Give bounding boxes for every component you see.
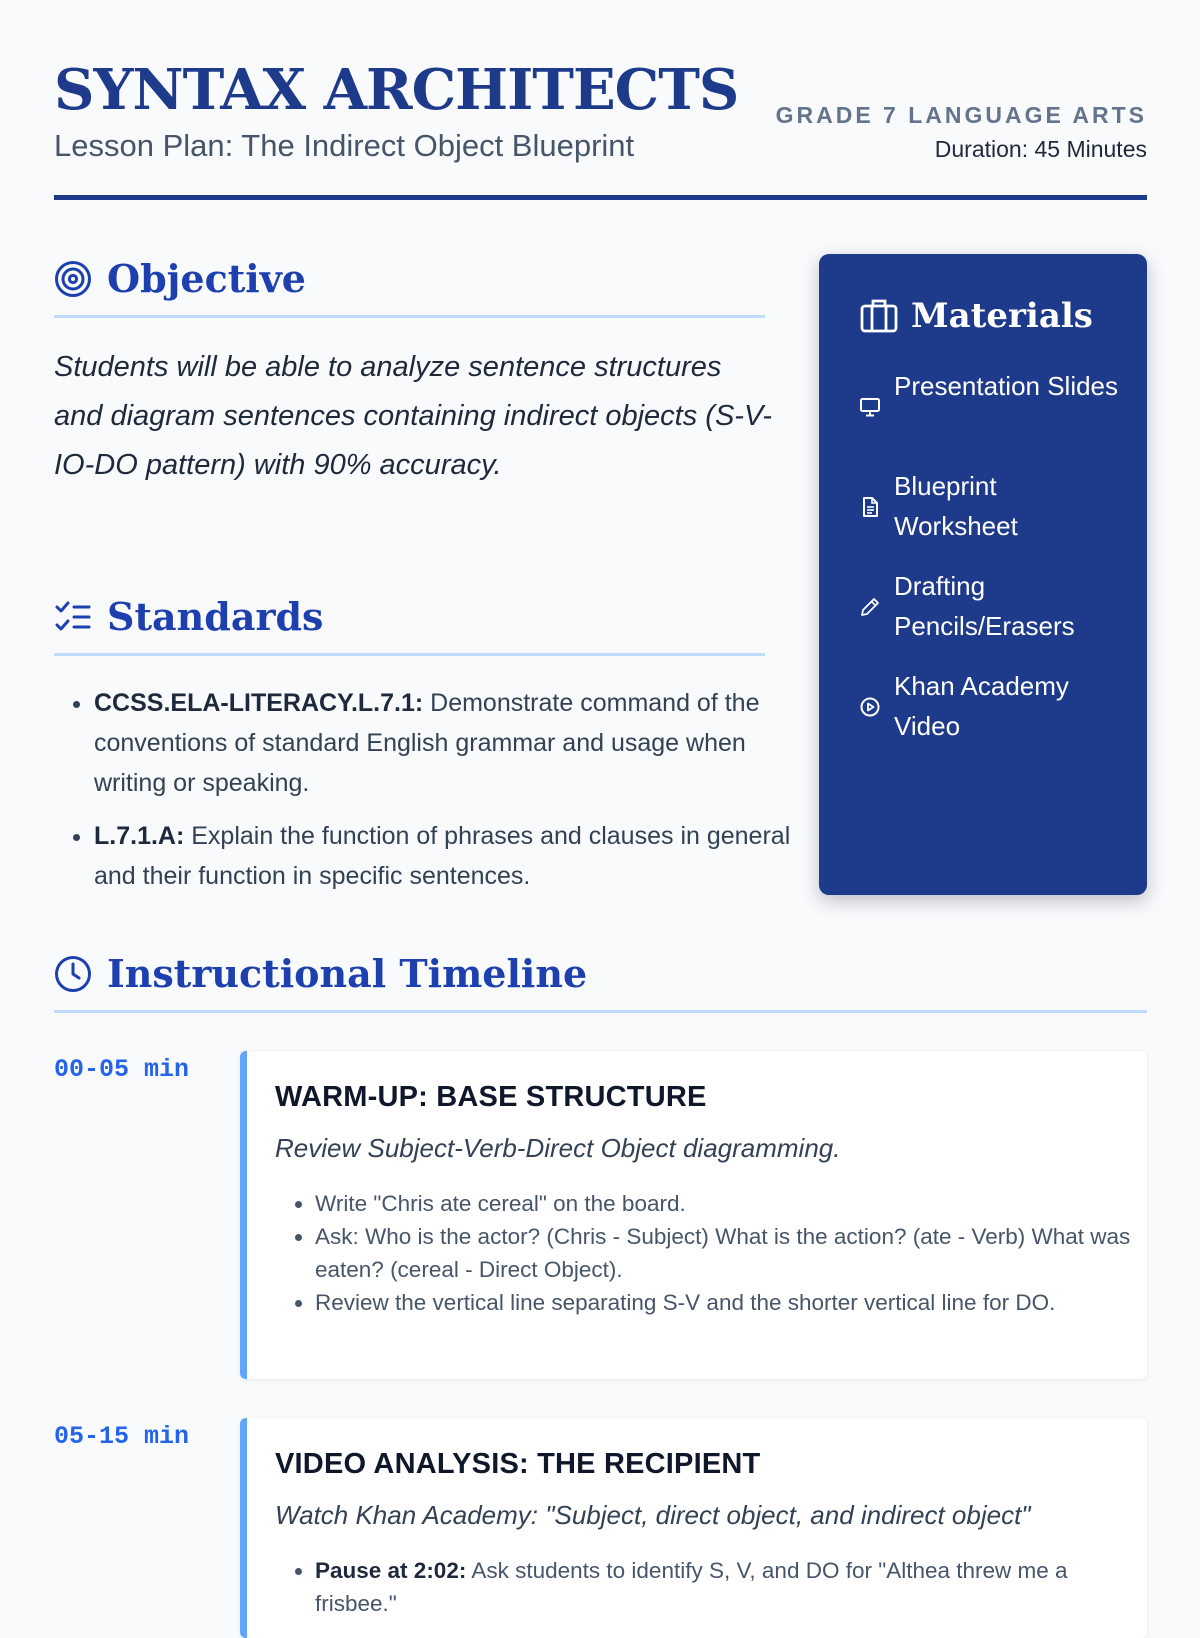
- material-label: Khan Academy Video: [894, 671, 1069, 741]
- timeline-title: Instructional Timeline: [107, 951, 588, 996]
- standards-list: [94, 683, 814, 909]
- step-bullet-list: [315, 1187, 1135, 1319]
- timeline-card: [240, 1051, 1147, 1379]
- checklist-icon: [54, 598, 92, 636]
- objective-heading: [54, 254, 765, 318]
- step-bullet: [315, 1187, 1135, 1220]
- objective-text: Students will be able to analyze sentence structures and diagram sentences containing indirect objects (S-V-IO-DO pattern) with 90% accuracy.: [54, 351, 772, 481]
- standards-title: Standards: [107, 594, 324, 639]
- timeline-time: 00-05 min: [54, 1055, 190, 1084]
- timeline-time: 05-15 min: [54, 1422, 190, 1451]
- step-bullet-bold: Pause at 2:02:: [315, 1558, 467, 1583]
- objective-title: Objective: [107, 256, 306, 301]
- step-bullet-text: Ask students to identify S, V, and DO for "Althea threw me a frisbee.": [315, 1558, 1068, 1616]
- step-bullet: [315, 1220, 1135, 1286]
- materials-panel: [819, 254, 1147, 895]
- step-bullet: [315, 1286, 1135, 1319]
- standard-item: [94, 683, 814, 803]
- material-item: [859, 566, 1119, 646]
- clock-icon: [54, 955, 92, 993]
- material-label: Blueprint Worksheet: [894, 471, 1018, 541]
- step-title: WARM-UP: BASE STRUCTURE: [275, 1081, 707, 1113]
- material-item: [859, 466, 1119, 546]
- standard-text: Demonstrate command of the conventions of standard English grammar and usage when writing or speaking.: [94, 689, 760, 797]
- step-bullet-text: Review the vertical line separating S-V and the shorter vertical line for DO.: [315, 1290, 1056, 1315]
- monitor-icon: [859, 396, 881, 418]
- brand-title: SYNTAX ARCHITECTS: [54, 57, 739, 123]
- lesson-plan-page: [54, 0, 1147, 1616]
- standard-code: CCSS.ELA-LITERACY.L.7.1:: [94, 689, 424, 717]
- standard-code: L.7.1.A:: [94, 822, 185, 850]
- pencil-icon: [859, 596, 881, 618]
- standards-heading: [54, 592, 765, 656]
- lesson-subtitle: Lesson Plan: The Indirect Object Blueprint: [54, 128, 635, 163]
- play-icon: [859, 696, 881, 718]
- step-bullet-text: Ask: Who is the actor? (Chris - Subject) What is the action? (ate - Verb) What was eaten? (cereal - Direct Object).: [315, 1224, 1131, 1282]
- step-title: VIDEO ANALYSIS: THE RECIPIENT: [275, 1448, 761, 1480]
- duration-label: Duration: 45 Minutes: [934, 136, 1147, 162]
- step-bullet: [315, 1554, 1135, 1620]
- standard-text: Explain the function of phrases and clauses in general and their function in specific sentences.: [94, 822, 791, 890]
- target-icon: [54, 260, 92, 298]
- material-item: [859, 366, 1119, 446]
- material-label: Drafting Pencils/Erasers: [894, 571, 1075, 641]
- material-item: [859, 666, 1119, 746]
- materials-title: Materials: [911, 296, 1093, 336]
- step-bullet-list: [315, 1554, 1135, 1620]
- standard-item: [94, 816, 814, 896]
- briefcase-icon: [860, 297, 898, 333]
- step-bullet-text: Write "Chris ate cereal" on the board.: [315, 1191, 686, 1216]
- header: [54, 54, 1147, 200]
- document-icon: [859, 496, 881, 518]
- timeline-card: [240, 1418, 1147, 1638]
- grade-label: GRADE 7 LANGUAGE ARTS: [775, 102, 1147, 128]
- timeline-heading: [54, 949, 1147, 1013]
- material-label: Presentation Slides: [894, 371, 1119, 401]
- step-description: Watch Khan Academy: "Subject, direct object, and indirect object": [275, 1500, 1031, 1530]
- step-description: Review Subject-Verb-Direct Object diagramming.: [275, 1133, 841, 1163]
